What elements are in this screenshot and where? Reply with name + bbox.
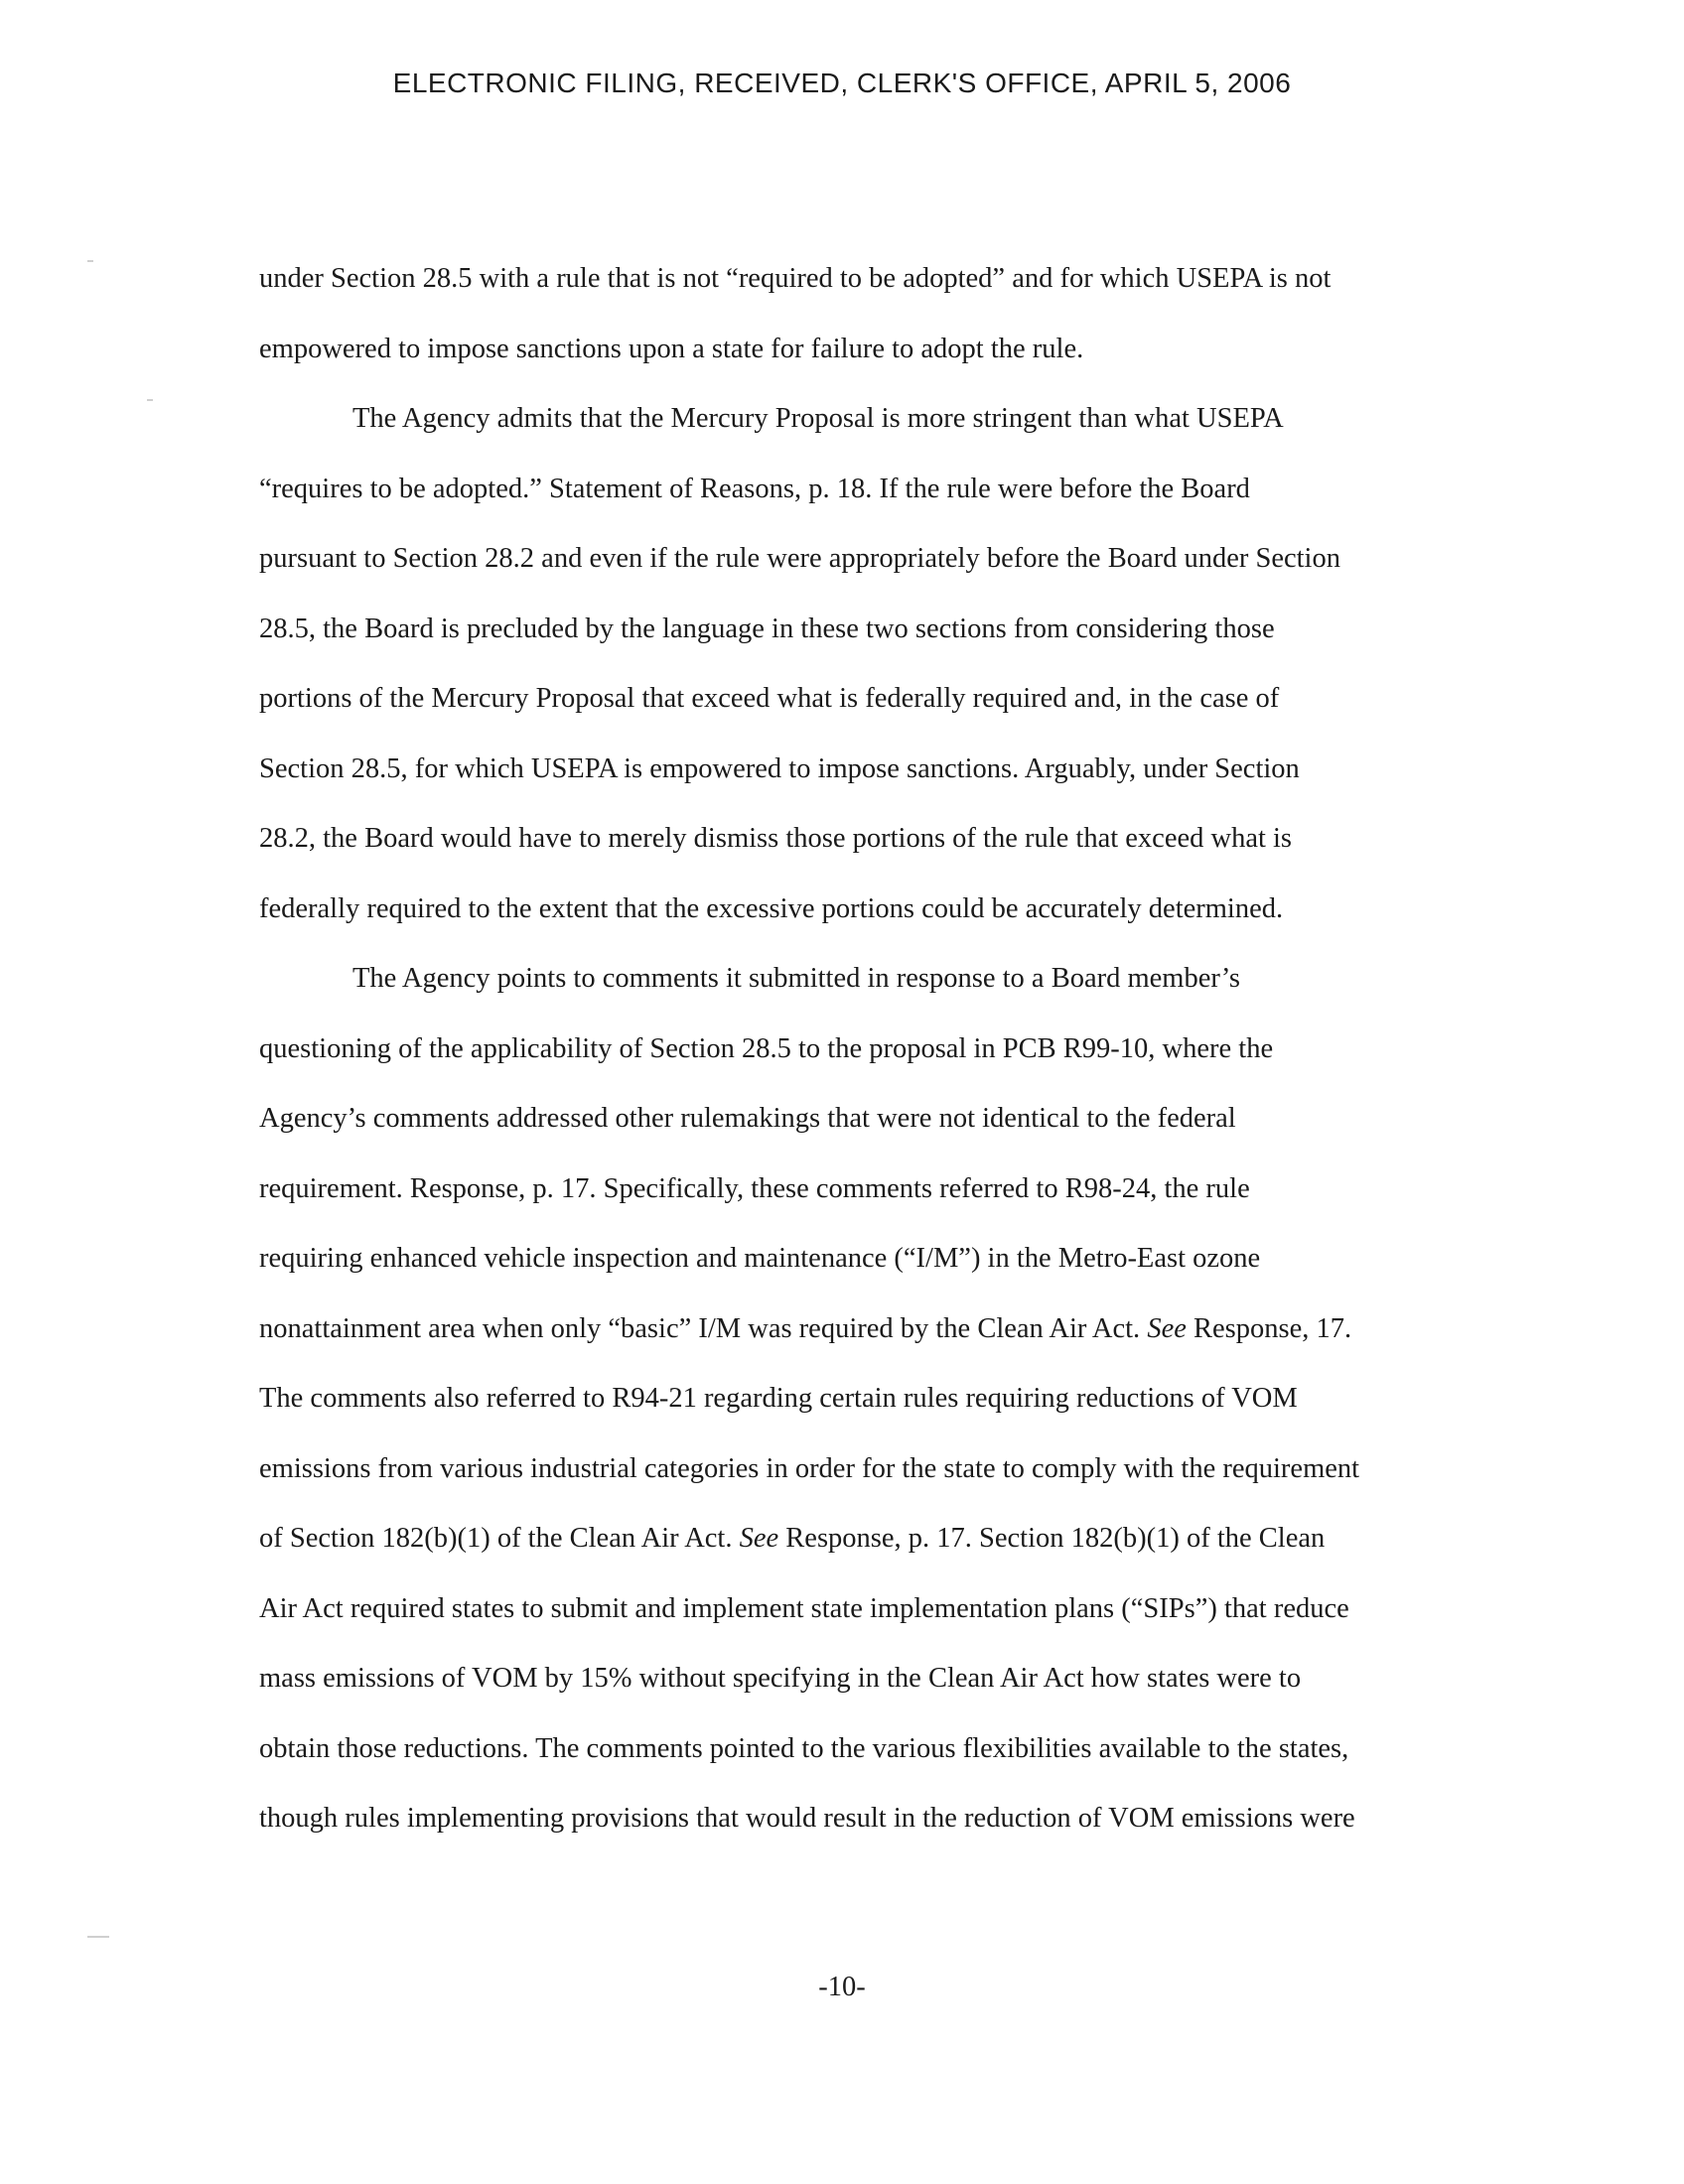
text-line: Agency’s comments addressed other rulemakings that were not identical to the federal xyxy=(259,1103,1236,1134)
paragraph-continuation xyxy=(259,244,1451,384)
text-line: pursuant to Section 28.2 and even if the rule were appropriately before the Board under Section xyxy=(259,543,1340,574)
text-line: The Agency admits that the Mercury Proposal is more stringent than what USEPA xyxy=(352,403,1284,434)
text-line: though rules implementing provisions that would result in the reduction of VOM emissions were xyxy=(259,1803,1355,1834)
scan-margin-mark xyxy=(147,399,153,401)
text-line: mass emissions of VOM by 15% without specifying in the Clean Air Act how states were to xyxy=(259,1663,1302,1694)
text-line: “requires to be adopted.” Statement of Reasons, p. 18. If the rule were before the Board xyxy=(259,473,1250,504)
filing-stamp-header: ELECTRONIC FILING, RECEIVED, CLERK'S OFFICE, APRIL 5, 2006 xyxy=(392,68,1292,98)
text-segment: Response, p. 17. Section 182(b)(1) of the Clean xyxy=(778,1523,1326,1554)
text-segment: nonattainment area when only “basic” I/M was required by the Clean Air Act. xyxy=(259,1312,1148,1344)
text-line: requirement. Response, p. 17. Specifically, these comments referred to R98-24, the rule xyxy=(259,1172,1250,1204)
citation-signal-see: See xyxy=(739,1523,779,1554)
text-line: Air Act required states to submit and implement state implementation plans (“SIPs”) that reduce xyxy=(259,1592,1349,1624)
text-line: portions of the Mercury Proposal that exceed what is federally required and, in the case of xyxy=(259,683,1280,714)
text-segment: Response, 17. xyxy=(1186,1312,1352,1344)
text-line: 28.5, the Board is precluded by the language in these two sections from considering those xyxy=(259,613,1275,644)
page-number: -10- xyxy=(818,1972,866,2002)
text-line: 28.2, the Board would have to merely dismiss those portions of the rule that exceed what is xyxy=(259,823,1293,854)
text-line: Section 28.5, for which USEPA is empowered to impose sanctions. Arguably, under Section xyxy=(259,752,1300,784)
text-line xyxy=(259,1504,1451,1574)
text-line: obtain those reductions. The comments pointed to the various flexibilities available to the states, xyxy=(259,1732,1349,1764)
text-line xyxy=(259,1295,1451,1365)
text-line: federally required to the extent that the excessive portions could be accurately determined. xyxy=(259,892,1284,924)
text-line: under Section 28.5 with a rule that is not “required to be adopted” and for which USEPA is not xyxy=(259,263,1332,294)
text-line: emissions from various industrial categories in order for the state to comply with the requirement xyxy=(259,1452,1360,1484)
text-line: The comments also referred to R94-21 regarding certain rules requiring reductions of VOM xyxy=(259,1383,1298,1414)
paragraph-agency-comments xyxy=(259,944,1451,1854)
text-line: empowered to impose sanctions upon a state for failure to adopt the rule. xyxy=(259,333,1084,364)
citation-signal-see: See xyxy=(1147,1312,1187,1344)
paragraph-mercury-proposal xyxy=(259,384,1451,944)
document-body xyxy=(259,244,1451,1854)
text-line: questioning of the applicability of Section 28.5 to the proposal in PCB R99-10, where the xyxy=(259,1032,1274,1064)
text-line: requiring enhanced vehicle inspection and maintenance (“I/M”) in the Metro-East ozone xyxy=(259,1243,1261,1274)
text-segment: of Section 182(b)(1) of the Clean Air Act. xyxy=(259,1523,740,1554)
scan-margin-mark xyxy=(87,260,93,262)
scan-margin-mark xyxy=(87,1936,109,1938)
text-line: The Agency points to comments it submitted in response to a Board member’s xyxy=(352,963,1240,994)
